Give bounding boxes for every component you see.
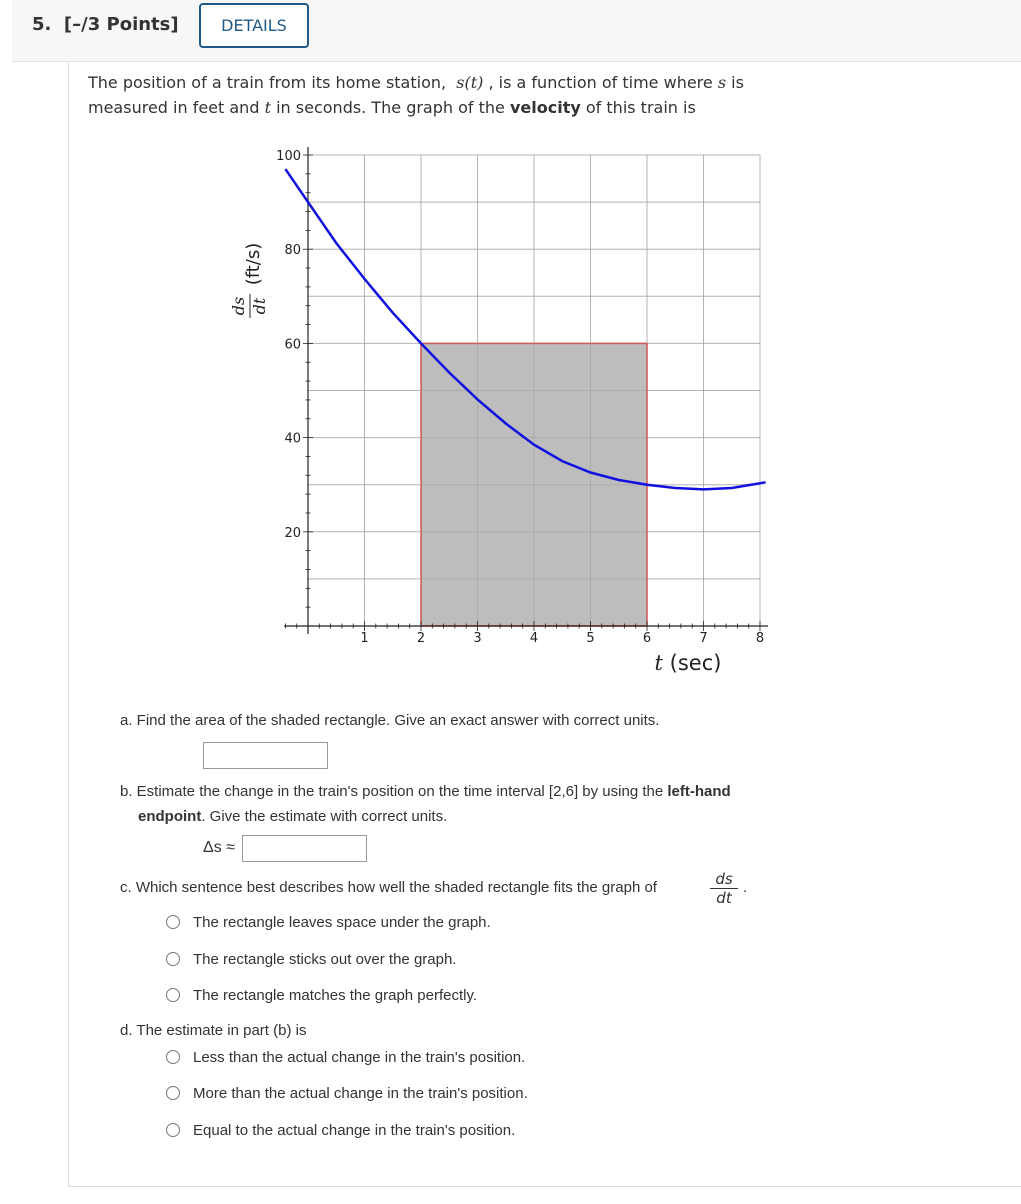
x-tick-label: 2 bbox=[416, 631, 426, 646]
y-axis-label bbox=[229, 243, 269, 318]
svg-text:ds: ds bbox=[229, 296, 248, 316]
part-c-option-3-label[interactable]: The rectangle matches the graph perfectly. bbox=[193, 987, 478, 1004]
part-c-period: . bbox=[743, 879, 748, 896]
svg-text:dt: dt bbox=[250, 297, 269, 315]
part-d-option-3-radio[interactable] bbox=[166, 1123, 180, 1137]
s-of-t: s(t) bbox=[456, 73, 484, 92]
part-c-option-3-radio[interactable] bbox=[166, 988, 180, 1002]
x-axis-label: t (sec) bbox=[654, 651, 722, 675]
part-b-prompt: b. Estimate the change in the train's position on the time interval [2,6] by using the left-hand endpoint. Give the estimate with correct units. bbox=[120, 783, 731, 825]
x-tick-label: 1 bbox=[360, 631, 369, 646]
grid-overlay bbox=[308, 155, 760, 626]
x-tick-label: 5 bbox=[586, 631, 595, 646]
part-d-option-1-radio[interactable] bbox=[166, 1050, 180, 1064]
part-c-prompt: c. Which sentence best describes how well the shaded rectangle fits the graph of bbox=[120, 879, 657, 896]
part-d-option-2-label[interactable]: More than the actual change in the train's position. bbox=[193, 1085, 528, 1102]
part-d-option-1-label[interactable]: Less than the actual change in the train's position. bbox=[193, 1049, 526, 1066]
part-d-option-3-label[interactable]: Equal to the actual change in the train's position. bbox=[193, 1122, 516, 1139]
ds-dt-fraction: $\frac{ds}{dt}$ bbox=[710, 870, 738, 907]
y-tick-label: 20 bbox=[284, 525, 301, 541]
part-d-prompt: d. The estimate in part (b) is bbox=[120, 1022, 307, 1039]
delta-s-label: Δs ≈ bbox=[203, 839, 235, 856]
question-intro: The position of a train from its home station, s(t) , is a function of time where s is measured in feet and t in seconds. The graph of the velocity of this train is bbox=[88, 73, 744, 117]
x-tick-label: 6 bbox=[642, 631, 652, 646]
details-button[interactable]: DETAILS bbox=[199, 3, 309, 48]
part-c-option-2-label[interactable]: The rectangle sticks out over the graph. bbox=[193, 951, 457, 968]
part-d-option-2-radio[interactable] bbox=[166, 1086, 180, 1100]
x-tick-label: 4 bbox=[529, 631, 539, 646]
y-tick-label: 80 bbox=[284, 243, 301, 259]
x-tick-labels bbox=[360, 631, 764, 646]
question-number: 5. [–/3 Points] bbox=[32, 14, 179, 35]
part-c-option-1-radio[interactable] bbox=[166, 915, 180, 929]
y-tick-label: 40 bbox=[284, 431, 301, 447]
part-a-prompt: a. Find the area of the shaded rectangle. Give an exact answer with correct units. bbox=[120, 712, 660, 729]
velocity-bold: velocity bbox=[509, 98, 581, 117]
x-tick-label: 8 bbox=[755, 631, 765, 646]
y-tick-label: 60 bbox=[284, 337, 301, 353]
x-tick-label: 7 bbox=[699, 631, 708, 646]
part-b-answer-input[interactable] bbox=[242, 835, 367, 862]
svg-text:(ft/s): (ft/s) bbox=[243, 242, 264, 286]
part-c-option-1-label[interactable]: The rectangle leaves space under the graph. bbox=[193, 914, 491, 931]
x-tick-label: 3 bbox=[473, 631, 482, 646]
y-tick-label: 100 bbox=[276, 149, 301, 164]
part-a-answer-input[interactable] bbox=[203, 742, 328, 769]
y-tick-labels bbox=[276, 149, 301, 541]
part-c-option-2-radio[interactable] bbox=[166, 952, 180, 966]
